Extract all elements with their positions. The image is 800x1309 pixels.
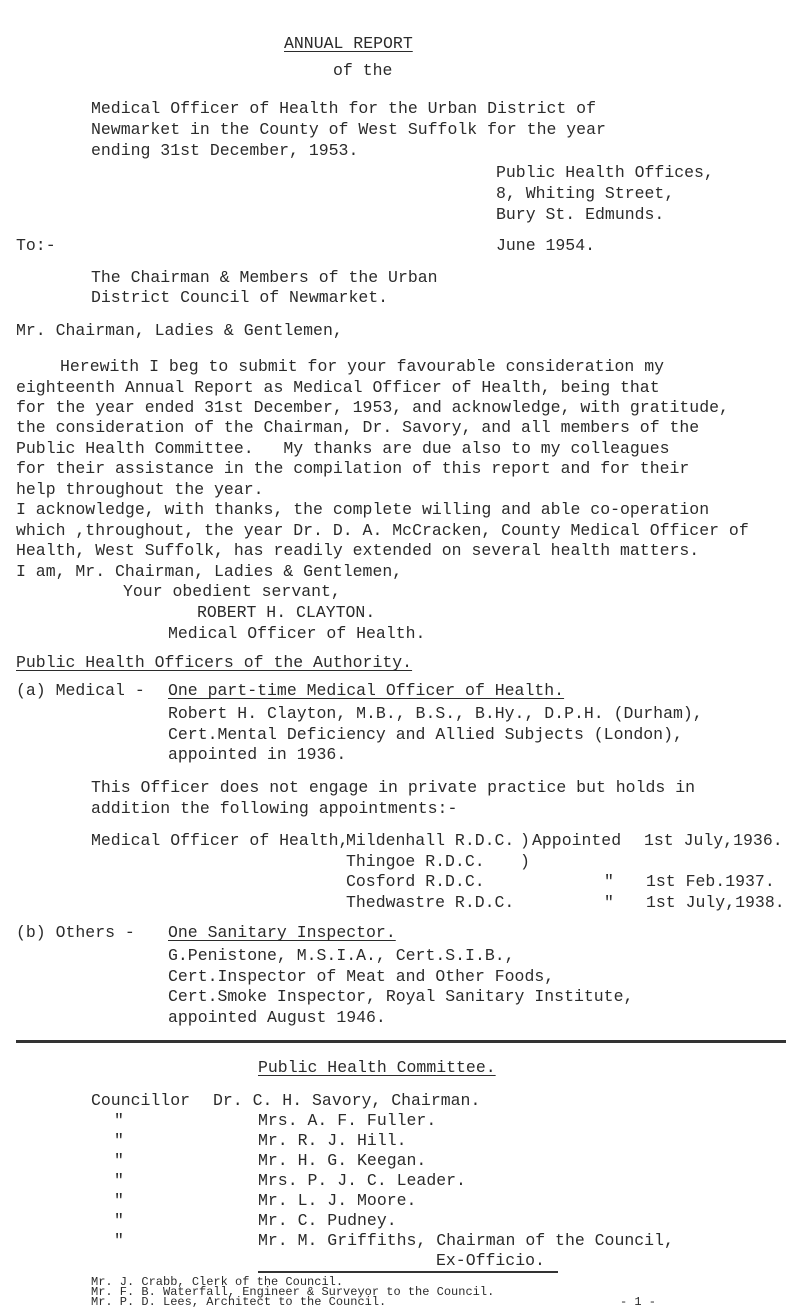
body-line: Health, West Suffolk, has readily extended on several health matters. <box>16 541 700 560</box>
staff-line: Mr. F. B. Waterfall, Engineer & Surveyor to the Council. <box>91 1285 495 1299</box>
ditto-mark: " <box>114 1231 124 1250</box>
section-divider <box>16 1040 786 1043</box>
committee-member: Dr. C. H. Savory, Chairman. <box>213 1091 481 1110</box>
appointment-date: 1st Feb.1937. <box>646 872 775 891</box>
ditto-mark: " <box>114 1151 124 1170</box>
body-line: for the year ended 31st December, 1953, and acknowledge, with gratitude, <box>16 398 729 417</box>
to-label: To:- <box>16 236 56 255</box>
intro-line-2: Newmarket in the County of West Suffolk for the year <box>91 120 606 139</box>
inspector-line: appointed August 1946. <box>168 1008 386 1027</box>
medical-officer-title: One part-time Medical Officer of Health. <box>168 681 565 700</box>
officer-note: This Officer does not engage in private practice but holds in <box>91 778 695 797</box>
body-line: the consideration of the Chairman, Dr. Savory, and all members of the <box>16 418 700 437</box>
ditto-mark: " <box>114 1211 124 1230</box>
appointment-date: 1st July,1938. <box>646 893 785 912</box>
ditto-mark: " <box>114 1111 124 1130</box>
appointment-district: Mildenhall R.D.C. <box>346 831 515 850</box>
appointment-mark: " <box>604 872 614 891</box>
inspector-line: G.Penistone, M.S.I.A., Cert.S.I.B., <box>168 946 515 965</box>
report-subtitle: of the <box>333 61 393 80</box>
committee-divider <box>258 1271 558 1273</box>
report-title: ANNUAL REPORT <box>284 34 413 53</box>
inspector-line: Cert.Smoke Inspector, Royal Sanitary Institute, <box>168 987 634 1006</box>
sanitary-inspector-title: One Sanitary Inspector. <box>168 923 396 942</box>
intro-line-1: Medical Officer of Health for the Urban District of <box>91 99 596 118</box>
signature-title: Medical Officer of Health. <box>168 624 426 643</box>
officer-note: addition the following appointments:- <box>91 799 458 818</box>
appointment-district: Thingoe R.D.C. <box>346 852 485 871</box>
addressee-line-1: The Chairman & Members of the Urban <box>91 268 438 287</box>
appointment-bracket: ) <box>520 852 530 871</box>
body-line: for their assistance in the compilation of this report and for their <box>16 459 690 478</box>
appointment-mark: Appointed <box>532 831 622 850</box>
body-line: I acknowledge, with thanks, the complete willing and able co-operation <box>16 500 710 519</box>
committee-member: Mrs. P. J. C. Leader. <box>258 1171 466 1190</box>
medical-label: (a) Medical - <box>16 681 145 700</box>
ditto-mark: " <box>114 1191 124 1210</box>
committee-member: Mr. H. G. Keegan. <box>258 1151 427 1170</box>
medical-officer-line: appointed in 1936. <box>168 745 347 764</box>
committee-prefix: Councillor <box>91 1091 191 1110</box>
body-line: help throughout the year. <box>16 480 264 499</box>
body-line: eighteenth Annual Report as Medical Officer of Health, being that <box>16 378 660 397</box>
appointment-mark: " <box>604 893 614 912</box>
appointment-district: Thedwastre R.D.C. <box>346 893 515 912</box>
body-line: I am, Mr. Chairman, Ladies & Gentlemen, <box>16 562 403 581</box>
intro-line-3: ending 31st December, 1953. <box>91 141 359 160</box>
signoff: Your obedient servant, <box>123 582 341 601</box>
signature-name: ROBERT H. CLAYTON. <box>197 603 376 622</box>
others-label: (b) Others - <box>16 923 135 942</box>
inspector-line: Cert.Inspector of Meat and Other Foods, <box>168 967 555 986</box>
ditto-mark: " <box>114 1171 124 1190</box>
page-number: - 1 - <box>620 1295 657 1309</box>
committee-member: Mr. R. J. Hill. <box>258 1131 407 1150</box>
letter-date: June 1954. <box>496 236 596 255</box>
committee-member: Mrs. A. F. Fuller. <box>258 1111 437 1130</box>
address-line-3: Bury St. Edmunds. <box>496 205 665 224</box>
committee-member: Mr. C. Pudney. <box>258 1211 397 1230</box>
staff-line: Mr. P. D. Lees, Architect to the Council. <box>91 1295 387 1309</box>
appointment-district: Cosford R.D.C. <box>346 872 485 891</box>
committee-member: Mr. M. Griffiths, Chairman of the Council, <box>258 1231 674 1250</box>
ex-officio: Ex-Officio. <box>436 1251 545 1270</box>
address-line-1: Public Health Offices, <box>496 163 714 182</box>
staff-line: Mr. J. Crabb, Clerk of the Council. <box>91 1275 344 1289</box>
appointment-bracket: ) <box>520 831 530 850</box>
appointment-date: 1st July,1936. <box>644 831 783 850</box>
addressee-line-2: District Council of Newmarket. <box>91 288 389 307</box>
salutation: Mr. Chairman, Ladies & Gentlemen, <box>16 321 343 340</box>
appointments-prefix: Medical Officer of Health, <box>91 831 349 850</box>
body-line: Herewith I beg to submit for your favourable consideration my <box>60 357 664 376</box>
address-line-2: 8, Whiting Street, <box>496 184 675 203</box>
committee-member: Mr. L. J. Moore. <box>258 1191 417 1210</box>
medical-officer-line: Cert.Mental Deficiency and Allied Subjects (London), <box>168 725 683 744</box>
ditto-mark: " <box>114 1131 124 1150</box>
body-line: which ,throughout, the year Dr. D. A. McCracken, County Medical Officer of <box>16 521 749 540</box>
medical-officer-line: Robert H. Clayton, M.B., B.S., B.Hy., D.P.H. (Durham), <box>168 704 703 723</box>
officers-heading: Public Health Officers of the Authority. <box>16 653 413 672</box>
body-line: Public Health Committee. My thanks are due also to my colleagues <box>16 439 670 458</box>
committee-heading: Public Health Committee. <box>258 1058 496 1077</box>
